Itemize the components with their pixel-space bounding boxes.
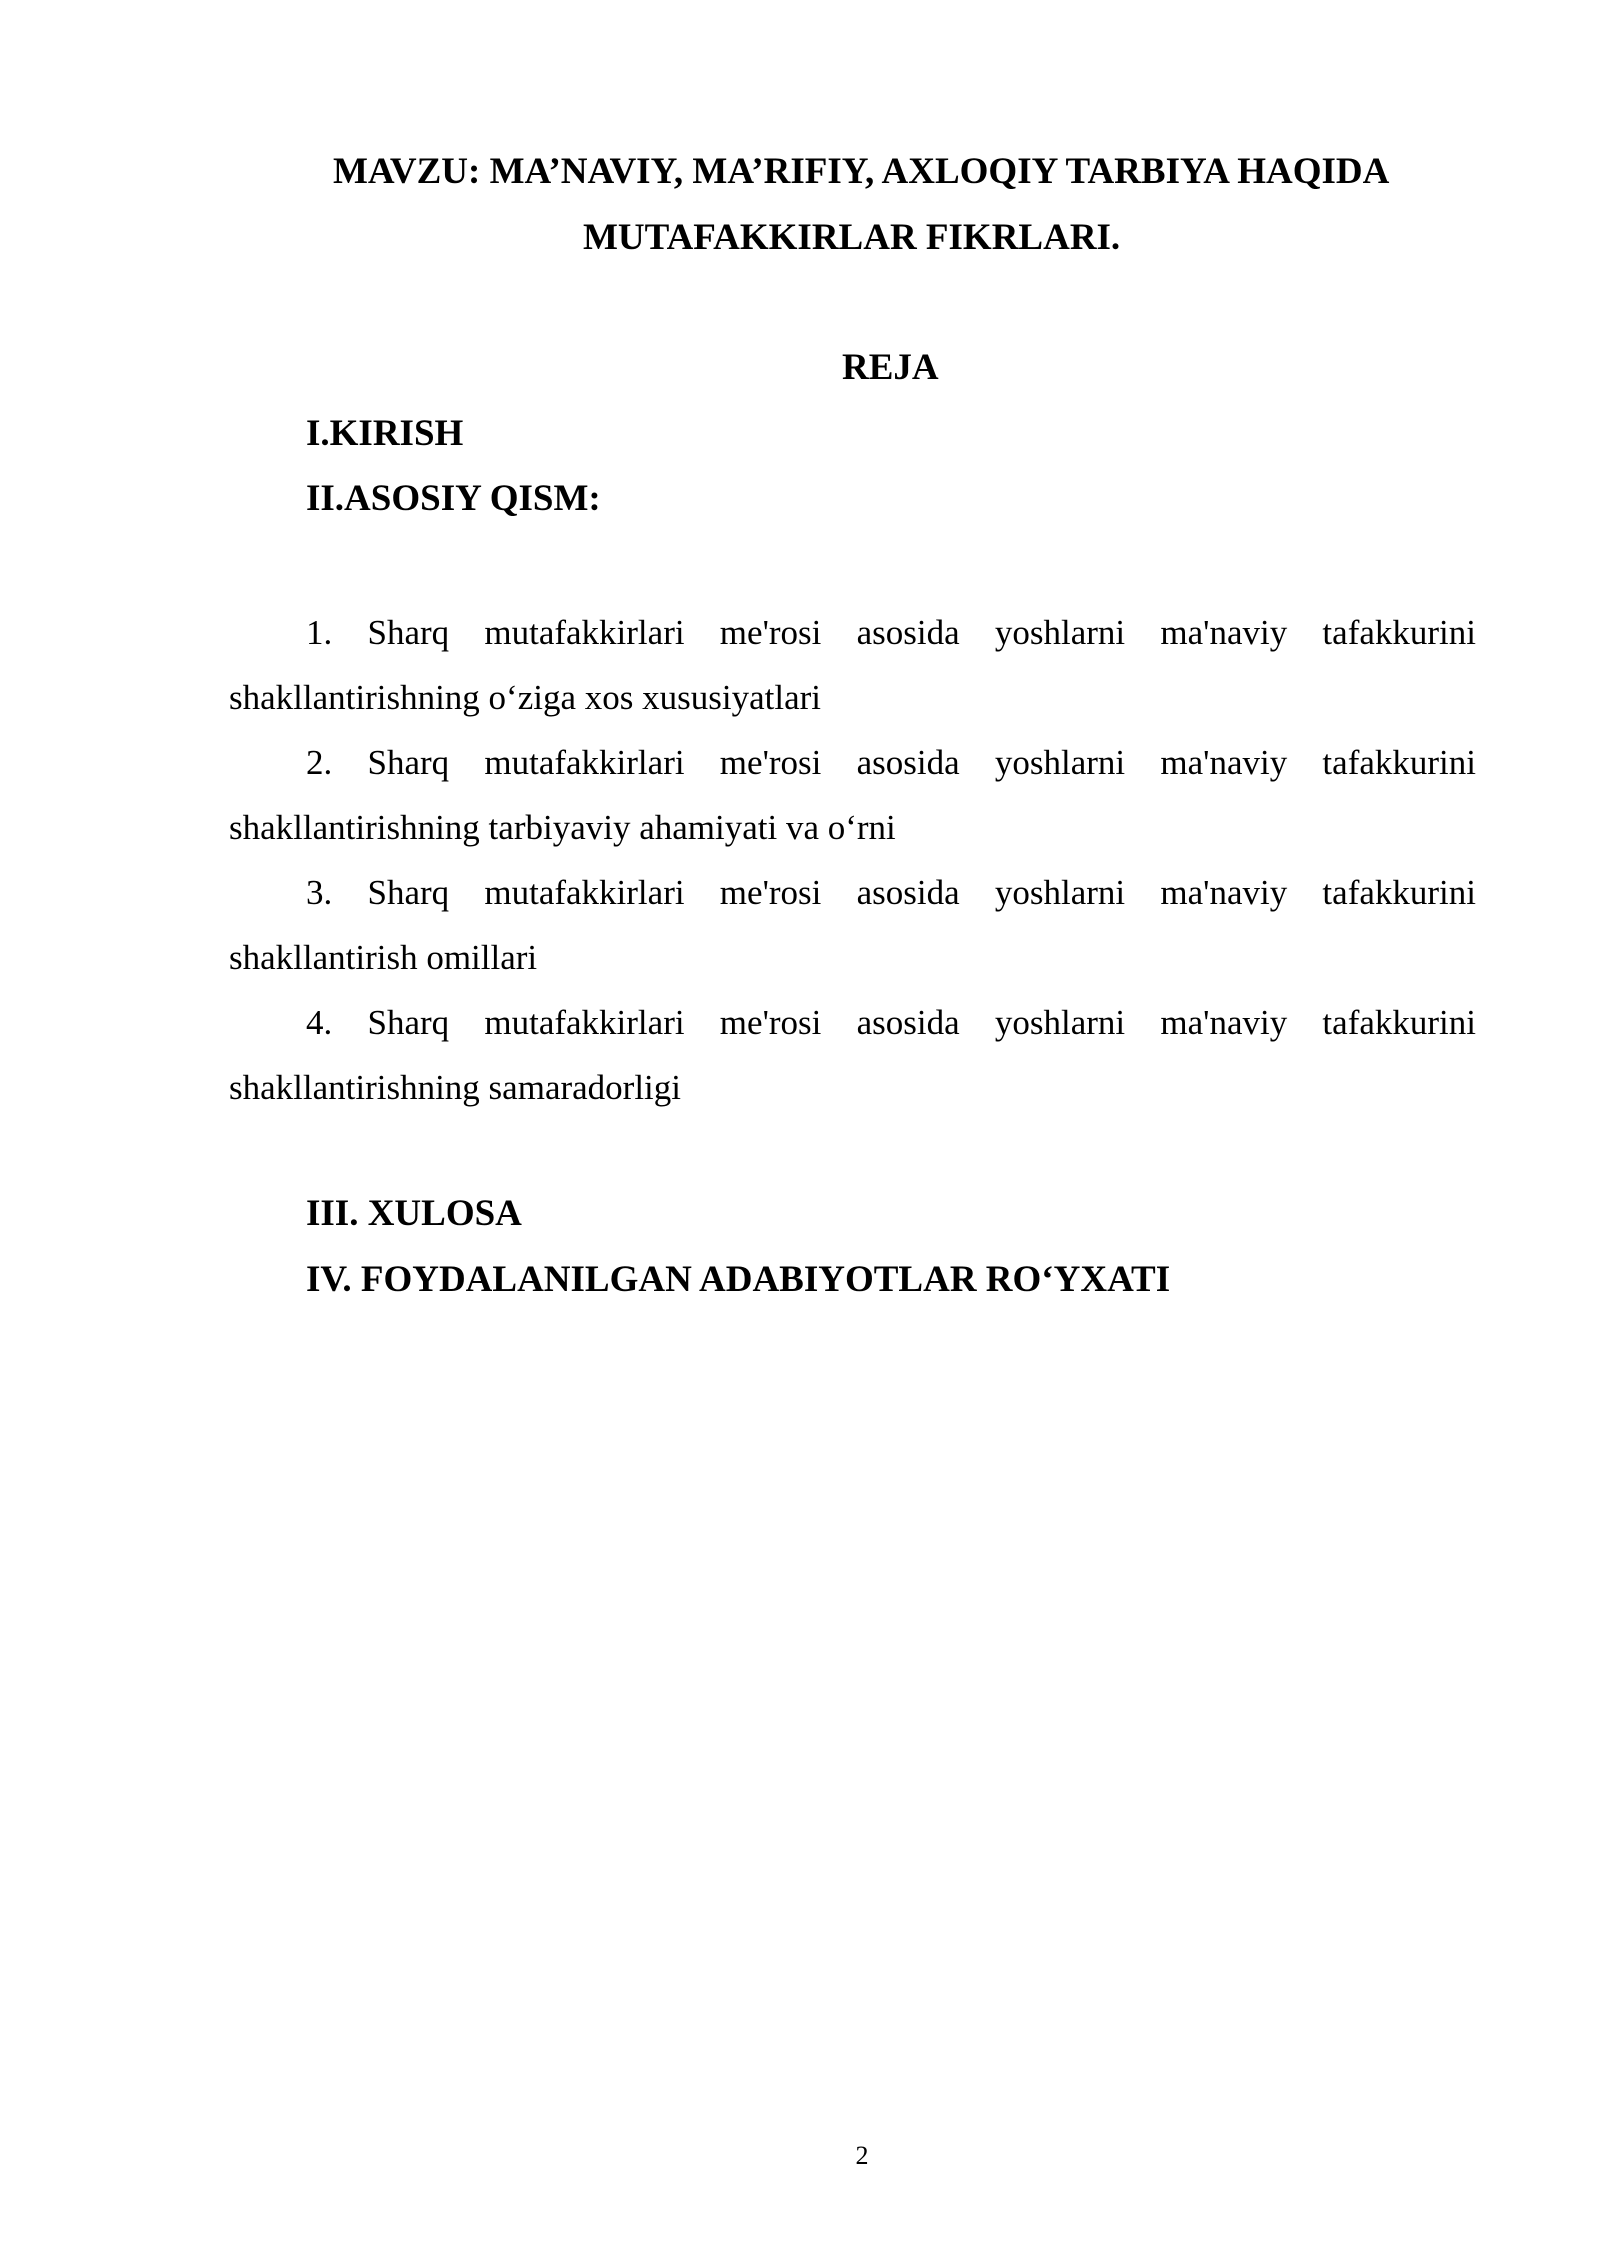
section-conclusion-heading: III. XULOSA [306, 1193, 522, 1234]
plan-item-line-1: 2. Sharq mutafakkirlari me'rosi asosida yoshlarni ma'naviy tafakkurini [306, 743, 1476, 782]
section-main-heading: II.ASOSIY QISM: [306, 478, 601, 519]
plan-item-line-1: 4. Sharq mutafakkirlari me'rosi asosida yoshlarni ma'naviy tafakkurini [306, 1003, 1476, 1042]
plan-heading: REJA [842, 347, 939, 388]
document-title-line-1: MAVZU: MA’NAVIY, MA’RIFIY, AXLOQIY TARBIYA HAQIDA [333, 151, 1390, 192]
section-references-heading: IV. FOYDALANILGAN ADABIYOTLAR RO‘YXATI [306, 1259, 1171, 1300]
plan-item-line-1: 1. Sharq mutafakkirlari me'rosi asosida yoshlarni ma'naviy tafakkurini [306, 613, 1476, 652]
plan-item [229, 990, 1476, 1120]
section-intro-heading: I.KIRISH [306, 413, 464, 454]
page-number: 2 [855, 2141, 869, 2170]
plan-item [229, 860, 1476, 990]
plan-item-line-1: 3. Sharq mutafakkirlari me'rosi asosida yoshlarni ma'naviy tafakkurini [306, 873, 1476, 912]
plan-item [229, 730, 1476, 860]
plan-item-line-2: shakllantirish omillari [229, 938, 538, 977]
plan-item-line-2: shakllantirishning tarbiyaviy ahamiyati va o‘rni [229, 808, 896, 847]
plan-item [229, 600, 1476, 730]
plan-item-line-2: shakllantirishning o‘ziga xos xususiyatlari [229, 678, 821, 717]
plan-item-line-2: shakllantirishning samaradorligi [229, 1068, 681, 1107]
document-title-line-2: MUTAFAKKIRLAR FIKRLARI. [583, 217, 1121, 258]
